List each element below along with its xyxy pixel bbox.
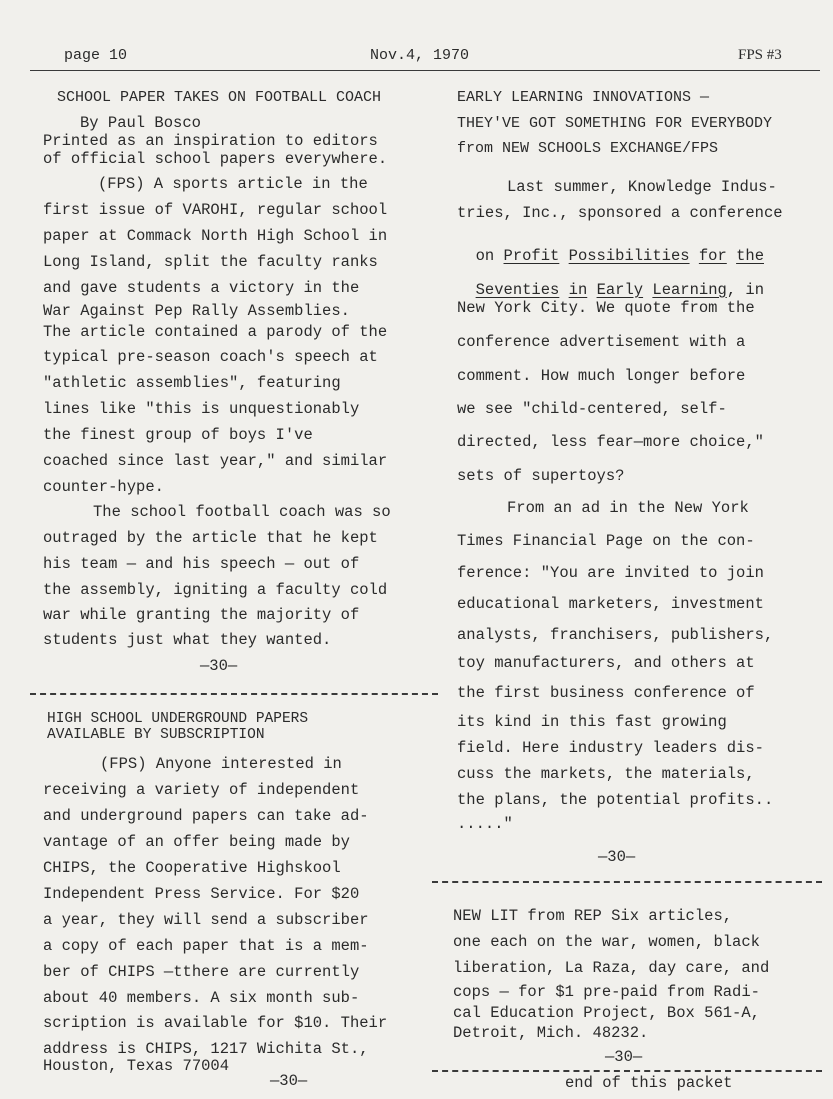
paragraph-line: a copy of each paper that is a mem- [43,937,369,955]
paragraph-line: conference advertisement with a [457,333,746,351]
paragraph-line [457,267,764,298]
paragraph-line: Last summer, Knowledge Indus- [507,178,777,196]
end-mark: —30— [598,848,636,866]
paragraph-line: scription is available for $10. Their [43,1014,388,1032]
issue-number: FPS #3 [738,47,782,63]
article-title: THEY'VE GOT SOMETHING FOR EVERYBODY [457,115,773,132]
paragraph-line: address is CHIPS, 1217 Wichita St., [43,1040,369,1058]
end-mark: —30— [200,657,238,675]
paragraph-line: cops — for $1 pre-paid from Radi- [453,983,760,1001]
paragraph-line: vantage of an offer being made by [43,833,350,851]
paragraph-line: a year, they will send a subscriber [43,911,369,929]
paragraph-line: ....." [457,815,513,833]
paragraph-line: (FPS) A sports article in the [98,175,368,193]
paragraph-line: NEW LIT from REP Six articles, [453,907,733,925]
underlined-title-word: Seventies [475,280,560,299]
paragraph-line: Times Financial Page on the con- [457,532,755,550]
underlined-title-word: Learning [652,280,727,299]
paragraph-text: , in [726,280,765,299]
paragraph-line: The school football coach was so [93,503,391,521]
paragraph-line: ference: "You are invited to join [457,564,764,582]
paragraph-text: on [475,246,504,265]
underlined-title-word: Possibilities [568,246,690,265]
paragraph-line: outraged by the article that he kept [43,529,378,547]
paragraph-line: the finest group of boys I've [43,426,313,444]
paragraph-line: cal Education Project, Box 561-A, [453,1004,760,1022]
paragraph-line: toy manufacturers, and others at [457,654,755,672]
end-mark: —30— [270,1072,308,1090]
paragraph-line: coached since last year," and similar [43,452,388,470]
underlined-title-word: the [736,246,764,265]
paragraph-line: his team — and his speech — out of [43,555,360,573]
paragraph-line: its kind in this fast growing [457,713,727,731]
paragraph-line: first issue of VAROHI, regular school [43,201,388,219]
section-divider [432,881,822,883]
paragraph-line: and underground papers can take ad- [43,807,369,825]
paragraph-line: typical pre-season coach's speech at [43,348,378,366]
paragraph-line [457,233,764,264]
paragraph-line: Long Island, split the faculty ranks [43,253,378,271]
paragraph-line: educational marketers, investment [457,595,764,613]
paragraph-line: cuss the markets, the materials, [457,765,755,783]
paragraph-line: tries, Inc., sponsored a conference [457,204,783,222]
paragraph-line: Independent Press Service. For $20 [43,885,360,903]
paragraph-line: field. Here industry leaders dis- [457,739,764,757]
end-mark: —30— [605,1048,643,1066]
paragraph-line: Printed as an inspiration to editors [43,132,378,150]
paragraph-line: counter-hype. [43,478,164,496]
paragraph-line: ber of CHIPS —tthere are currently [43,963,360,981]
underlined-title-word: for [698,246,727,265]
underlined-title-word: Profit [503,246,560,265]
paragraph-line: receiving a variety of independent [43,781,360,799]
header-rule [30,70,820,71]
paragraph-line: about 40 members. A six month sub- [43,989,360,1007]
paragraph-line: of official school papers everywhere. [43,150,388,168]
section-divider [432,1070,822,1072]
paragraph-line: New York City. We quote from the [457,299,755,317]
paragraph-line: war while granting the majority of [43,606,360,624]
paragraph-line: Detroit, Mich. 48232. [453,1024,649,1042]
underlined-title-word: Early [596,280,644,299]
closing-note: end of this packet [565,1074,733,1092]
paragraph-line: paper at Commack North High School in [43,227,388,245]
paragraph-line: the first business conference of [457,684,755,702]
paragraph-line: we see "child-centered, self- [457,400,727,418]
article-title: EARLY LEARNING INNOVATIONS — [457,89,710,106]
paragraph-line: liberation, La Raza, day care, and [453,959,770,977]
paragraph-line: one each on the war, women, black [453,933,760,951]
underlined-title-word: in [568,280,588,299]
byline: By Paul Bosco [80,114,201,132]
article-title: from NEW SCHOOLS EXCHANGE/FPS [457,140,719,157]
section-divider [30,693,438,695]
paragraph-line: From an ad in the New York [507,499,749,517]
paragraph-line: "athletic assemblies", featuring [43,374,341,392]
page-number: page 10 [64,47,128,64]
paragraph-line: directed, less fear—more choice," [457,433,764,451]
paragraph-line: The article contained a parody of the [43,323,388,341]
paragraph-line: War Against Pep Rally Assemblies. [43,302,350,320]
paragraph-line: Houston, Texas 77004 [43,1057,230,1075]
paragraph-line: the assembly, igniting a faculty cold [43,581,388,599]
article-title: AVAILABLE BY SUBSCRIPTION [47,727,265,743]
paragraph-line: (FPS) Anyone interested in [100,755,342,773]
paragraph-line: the plans, the potential profits.. [457,791,774,809]
paragraph-line: analysts, franchisers, publishers, [457,626,774,644]
paragraph-line: and gave students a victory in the [43,279,360,297]
paragraph-line: students just what they wanted. [43,631,332,649]
article-title: SCHOOL PAPER TAKES ON FOOTBALL COACH [57,89,382,106]
paragraph-line: comment. How much longer before [457,367,746,385]
article-title: HIGH SCHOOL UNDERGROUND PAPERS [47,711,309,727]
paragraph-line: sets of supertoys? [457,467,625,485]
paragraph-line: lines like "this is unquestionably [43,400,360,418]
paragraph-line: CHIPS, the Cooperative Highskool [43,859,341,877]
issue-date: Nov.4, 1970 [370,47,470,64]
